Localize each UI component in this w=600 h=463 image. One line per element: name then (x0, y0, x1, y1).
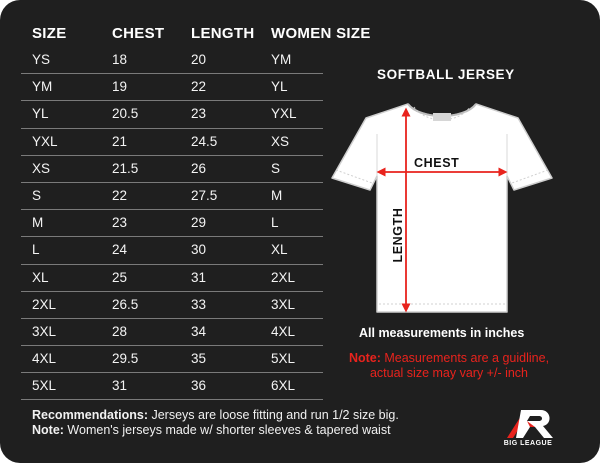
cell-women: 4XL (271, 323, 296, 339)
cell-size: YL (32, 106, 49, 122)
cell-size: XS (32, 160, 51, 176)
cell-length: 33 (191, 296, 207, 312)
table-row (21, 292, 323, 319)
cell-chest: 28 (112, 323, 128, 339)
cell-size: YM (32, 79, 53, 95)
cell-size: 3XL (32, 323, 57, 339)
cell-women: 3XL (271, 296, 296, 312)
recommendations (32, 408, 399, 438)
disclaimer-note (333, 351, 565, 381)
women-note-line (32, 423, 399, 438)
measurements-note: All measurements in inches (359, 326, 525, 340)
cell-size: S (32, 187, 42, 203)
table-row (21, 47, 323, 74)
table-row (21, 346, 323, 373)
header-length: LENGTH (191, 25, 255, 42)
table-row (21, 74, 323, 101)
brand-name: BIG LEAGUE (503, 440, 553, 447)
header-size: SIZE (32, 25, 67, 42)
cell-size: YXL (32, 133, 58, 149)
cell-size: M (32, 215, 44, 231)
rec-text: Jerseys are loose fitting and run 1/2 size big. (148, 408, 399, 422)
cell-size: 2XL (32, 296, 57, 312)
cell-size: L (32, 242, 40, 258)
rec-prefix: Recommendations: (32, 408, 148, 422)
recommendation-line (32, 408, 399, 423)
cell-women: S (271, 160, 281, 176)
cell-chest: 18 (112, 52, 128, 67)
header-women-size: WOMEN SIZE (271, 25, 371, 42)
table-row (21, 101, 323, 128)
table-row (21, 210, 323, 237)
table-row (21, 265, 323, 292)
length-label: LENGTH (391, 207, 405, 263)
cell-size: YS (32, 52, 51, 67)
size-table (21, 47, 323, 400)
header-chest: CHEST (112, 25, 165, 42)
table-row (21, 237, 323, 264)
cell-size: 5XL (32, 378, 57, 394)
cell-length: 24.5 (191, 133, 218, 149)
cell-length: 26 (191, 160, 207, 176)
cell-length: 22 (191, 79, 207, 95)
cell-chest: 22 (112, 187, 128, 203)
note-prefix: Note: (348, 351, 381, 365)
chest-label: CHEST (414, 156, 460, 170)
cell-length: 34 (191, 323, 207, 339)
cell-chest: 20.5 (112, 106, 139, 122)
cell-chest: 29.5 (112, 351, 139, 367)
table-row (21, 129, 323, 156)
cell-size: XL (32, 269, 49, 285)
cell-length: 23 (191, 106, 207, 122)
cell-chest: 31 (112, 378, 128, 394)
cell-women: YM (271, 52, 292, 67)
table-row (21, 373, 323, 400)
cell-women: 2XL (271, 269, 296, 285)
note-line-2: actual size may vary +/- inch (369, 366, 529, 380)
cell-size: 4XL (32, 351, 57, 367)
table-row (21, 183, 323, 210)
cell-chest: 26.5 (112, 296, 139, 312)
cell-chest: 21.5 (112, 160, 139, 176)
cell-chest: 25 (112, 269, 128, 285)
cell-length: 29 (191, 215, 207, 231)
cell-women: YXL (271, 106, 297, 122)
cell-length: 31 (191, 269, 207, 285)
cell-women: XL (271, 242, 288, 258)
cell-women: 6XL (271, 378, 296, 394)
cell-length: 27.5 (191, 187, 218, 203)
women-note-prefix: Note: (32, 423, 64, 437)
cell-length: 35 (191, 351, 207, 367)
cell-length: 36 (191, 378, 207, 394)
cell-women: XS (271, 133, 290, 149)
cell-chest: 24 (112, 242, 128, 258)
cell-women: YL (271, 79, 288, 95)
note-line-1: Measurements are a guidline, (380, 351, 550, 365)
women-note-text: Women's jerseys made w/ shorter sleeves & tapered waist (63, 423, 391, 437)
table-row (21, 156, 323, 183)
jersey-title: SOFTBALL JERSEY (377, 67, 515, 82)
cell-chest: 21 (112, 133, 128, 149)
cell-women: L (271, 215, 279, 231)
table-row (21, 319, 323, 346)
cell-chest: 23 (112, 215, 128, 231)
cell-length: 20 (191, 52, 207, 67)
cell-women: 5XL (271, 351, 296, 367)
cell-women: M (271, 187, 283, 203)
cell-length: 30 (191, 242, 207, 258)
cell-chest: 19 (112, 79, 128, 95)
t-shirt-icon (322, 90, 562, 325)
